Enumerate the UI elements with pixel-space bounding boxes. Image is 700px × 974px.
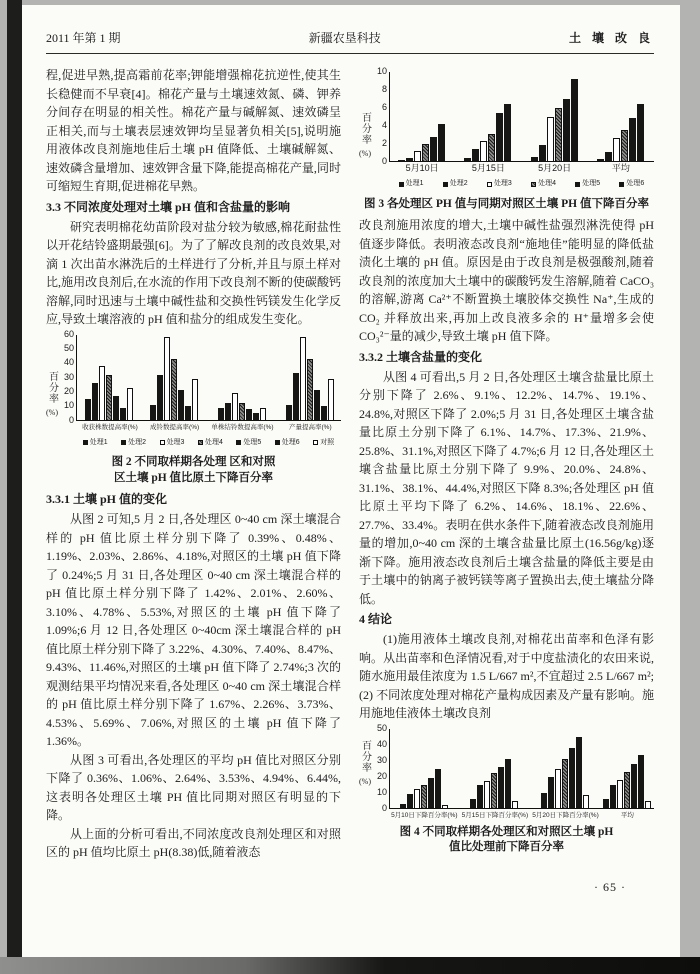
legend-swatch — [83, 440, 88, 445]
bar-处理4 — [621, 130, 628, 162]
figure-3-bar-chart: 百分率 (%) 0 2 4 6 8 10 5月10日 5月15日 5月20日 平均 处理1 处理2 处理3 处理4 处理5 处理6 — [359, 72, 654, 194]
bar-处理4 — [488, 134, 495, 162]
header-section-title: 土 壤 改 良 — [568, 31, 654, 45]
bar-对照 — [192, 379, 198, 421]
figure-3-caption: 图 3 各处理区 PH 值与同期对照区土壤 PH 值下降百分率 — [364, 197, 649, 210]
x-axis-label: 平均 — [611, 163, 630, 173]
plot-area — [389, 729, 654, 822]
bar-处理4 — [307, 359, 313, 421]
bar-处理4 — [562, 759, 568, 809]
bar-处理5 — [563, 99, 570, 162]
x-axis-label: 成铃数提高率(%) — [150, 423, 200, 431]
legend-item: 处理6 — [275, 434, 300, 453]
legend-swatch — [443, 182, 448, 187]
legend-item: 处理3 — [160, 434, 185, 453]
legend-swatch — [121, 440, 126, 445]
y-axis-label: 百分率 — [359, 112, 371, 145]
paragraph-3-3-1: 从图 2 可知,5 月 2 日,各处理区 0~40 cm 深土壤混合样的 pH 值比原土样分别下降了 0.39%、0.48%、1.19%、2.03%、2.86%、4.18%,对照区的土壤 pH 值下降了 0.24%;5 月 31 日,各处理区 0~40 cm 深土壤混合样的 pH 值比原土样分别下降了 1.42%、2.01%、2.60%、3.10%、4.78%、5.53%,对照区的土壤 pH 值下降了 1.09%;6 月 12 日,各处理区 0~40cm 深土壤混合样的 pH 值比原土样分别下降了 3.22%、4.30%、7.40%、8.47%、9.43%、11.46%,对照区的土壤 pH 值下降了 2.74%;3 次的观测结果平均情况来看,各处理区 0~40 cm 深土壤混合样的 pH 值比原土样分别下降了 1.67%、2.26%、3.73%、4.53%、5.69%、7.06%,对照区的土壤 pH 值下降了 1.36%。 — [46, 512, 341, 748]
legend-item: 处理5 — [236, 434, 261, 453]
bar-处理4 — [555, 108, 562, 162]
bar-处理3 — [414, 789, 420, 809]
x-axis-label: 5月10日下降百分率(%) — [391, 811, 458, 819]
bar-处理3 — [164, 337, 170, 420]
chart-legend — [59, 434, 341, 453]
bar-group — [597, 72, 645, 175]
plot-area — [389, 72, 654, 175]
legend-item: 对照 — [313, 434, 334, 453]
bar-处理5 — [629, 118, 636, 162]
figure-4-caption-line1: 图 4 不同取样期各处理区和对照区土壤 pH — [399, 825, 614, 838]
figure-2-caption-line1: 图 2 不同取样期各处理 区和对照 — [111, 456, 276, 468]
bar-处理4 — [239, 403, 245, 420]
header-issue: 2011 年第 1 期 — [46, 31, 121, 45]
page-number: · 65 · — [594, 879, 626, 894]
left-column — [46, 66, 341, 896]
bar-处理6 — [571, 79, 578, 162]
bar-处理1 — [286, 405, 292, 421]
bar-处理2 — [293, 373, 299, 420]
x-axis-label: 5月20日 — [538, 163, 572, 173]
legend-item: 处理3 — [487, 175, 512, 194]
bar-group — [464, 72, 512, 175]
figure-2-bar-chart: 百分率 (%) 0 10 20 30 40 50 60 收获株数提高率(%) 成铃数提高率(%) 单株结铃数提高率(%) 产量提高率(%) 处理1 处理2 处理3 处理4 处理5 处理6 对照 — [46, 335, 341, 453]
bar-处理3 — [484, 781, 490, 809]
legend-swatch — [198, 440, 203, 445]
bar-处理6 — [435, 769, 441, 809]
bar-处理2 — [610, 785, 616, 808]
bar-处理1 — [150, 405, 156, 421]
legend-item: 处理1 — [83, 434, 108, 453]
bar-处理5 — [178, 390, 184, 420]
y-axis-label: 百分率 — [359, 740, 371, 773]
bar-处理3 — [99, 366, 105, 420]
legend-swatch — [313, 440, 318, 445]
paragraph-conclusion: (1)施用液体土壤改良剂,对棉花出苗率和色泽有影响。从出苗率和色泽情况看,对于中度盐渍化的农田来说,随水施用最佳浓度为 1.5 L/667 m²,不宜超过 2.5 L/667 m²;(2) 不同浓度处理对棉花产量构成因素及产量有影响。施用施地佳液体土壤改良剂 — [359, 632, 654, 720]
bar-处理5 — [113, 396, 119, 420]
legend-swatch — [575, 182, 580, 187]
paragraph-analysis: 从上面的分析可看出,不同浓度改良剂处理区和对照区的 pH 值均比原土 pH(8.38)低,随着液态 — [46, 826, 341, 859]
bar-处理5 — [430, 137, 437, 162]
bar-处理1 — [541, 793, 547, 809]
bar-处理2 — [477, 785, 483, 809]
bar-处理3 — [547, 117, 554, 162]
bar-处理5 — [314, 390, 320, 420]
x-axis-label: 5月15日下降百分率(%) — [461, 811, 529, 819]
figure-2-caption-line2: 区土壤 pH 值比原土下降百分率 — [113, 471, 274, 484]
legend-swatch — [619, 182, 624, 187]
bar-处理2 — [225, 403, 231, 420]
x-axis-label: 平均 — [620, 811, 634, 819]
bar-处理3 — [613, 138, 620, 162]
legend-swatch — [160, 440, 165, 445]
legend-swatch — [487, 182, 492, 187]
bar-处理2 — [92, 383, 98, 420]
bar-处理4 — [624, 772, 630, 808]
legend-swatch — [275, 440, 280, 445]
paragraph-3-3-2: 从图 4 可看出,5 月 2 日,各处理区土壤含盐量比原土分别下降了 2.6%、9.1%、12.2%、14.7%、19.1%、24.8%,对照区下降了 2.0%;5 月 31 日,各处理区土壤含盐量比原土分别下降了 6.1%、14.7%、17.3%、21.9%、25.8%、31.1%,对照区下降了 4.7%;6 月 12 日,各处理区土壤含盐量比原土分别下降了 9.9%、20.0%、24.8%、31.1%、38.1%、44.4%,对照区下降 8.3%;各处理区 pH 值比原土平均下降了 6.2%、14.6%、18.1%、22.6%、27.7%、33.4%。表明在供水条件下,随着液态改良剂施用量的增加,0~40 cm 深的土壤含盐量比原土(16.56g/kg)逐渐下降。施用液态改良剂后土壤含盐量的降低主要是由于土壤中的钠离子被钙镁等离子置换出去,使土壤盐分降低。 — [359, 369, 654, 606]
y-axis-label: 百分率 — [46, 370, 58, 404]
bar-处理6 — [504, 104, 511, 163]
bar-处理3 — [232, 393, 238, 420]
bar-处理5 — [496, 113, 503, 163]
y-axis: 0 2 4 6 8 10 — [376, 66, 387, 166]
plot-area — [76, 335, 341, 434]
x-axis-label: 5月15日 — [471, 163, 505, 173]
bar-处理6 — [505, 759, 511, 809]
legend-item: 处理4 — [198, 434, 223, 453]
section-heading-3-3-1: 3.3.1 土壤 pH 值的变化 — [46, 492, 168, 506]
bar-处理3 — [480, 141, 487, 162]
bar-处理2 — [157, 375, 163, 421]
figure-4-bar-chart: 百分率 (%) 0 10 20 30 40 50 5月10日下降百分率(%) 5月15日下降百分率(%) 5月20日下降百分率(%) 平均 — [359, 729, 654, 822]
paragraph-figure3-discussion: 从图 3 可看出,各处理区的平均 pH 值比对照区分别下降了 0.36%、1.06%、2.64%、3.53%、4.94%、6.44%,这表明各处理区土壤 PH 值比同期对照区有明显的下降。 — [46, 752, 341, 822]
section-heading-3-3-2: 3.3.2 土壤含盐量的变化 — [359, 349, 483, 364]
y-axis: 0 10 20 30 40 50 60 — [63, 328, 74, 425]
bar-对照 — [328, 379, 334, 421]
bar-处理3 — [555, 769, 561, 809]
scan-edge-bottom — [0, 957, 700, 974]
bar-处理5 — [498, 767, 504, 808]
bar-处理4 — [106, 375, 112, 421]
paper-page — [22, 5, 680, 957]
bar-处理5 — [569, 748, 575, 809]
figure-4-caption — [359, 825, 654, 856]
x-axis-label: 产量提高率(%) — [289, 423, 332, 431]
bar-处理6 — [637, 104, 644, 162]
section-heading-3-3: 3.3 不同浓度处理对土壤 pH 值和含盐量的影响 — [46, 199, 291, 214]
legend-swatch — [399, 182, 404, 187]
bar-对照 — [127, 388, 133, 421]
header-rule — [46, 53, 654, 54]
bar-对照 — [583, 795, 589, 808]
bar-处理3 — [617, 780, 623, 809]
section-heading-4: 4 结论 — [359, 612, 393, 626]
bar-处理6 — [638, 755, 644, 808]
x-axis-label: 5月20日下降百分率(%) — [532, 811, 599, 819]
figure-4-caption-line2: 值比处理前下降百分率 — [449, 841, 564, 853]
x-axis-label: 单株结铃数提高率(%) — [211, 423, 274, 431]
bar-处理4 — [171, 359, 177, 421]
scan-edge-left — [7, 0, 22, 960]
legend-swatch — [236, 440, 241, 445]
legend-item: 处理2 — [121, 434, 146, 453]
paragraph-continuation: 程,促进早熟,提高霜前花率;钾能增强棉花抗逆性,使其生长稳健而不早衰[4]。棉花产量与土壤速效氮、磷、钾养分间存在明显的相关性。棉花产量与碱解氮、速效磷呈正相关,而与土壤表层速效钾均呈显著负相关[5],说明施用液体改良剂施地佳后土壤 pH 值降低、土壤碱解氮、速效磷含量增加、速效钾含量下降,能提高棉花产量,同时可缩短生育期,促进棉花早熟。 — [46, 68, 341, 193]
bar-处理2 — [548, 777, 554, 809]
bar-处理4 — [491, 773, 497, 808]
figure-2-caption — [46, 455, 341, 486]
header-journal-title: 新疆农垦科技 — [308, 31, 381, 45]
legend-item: 处理5 — [575, 175, 600, 194]
bar-group — [398, 72, 446, 175]
bar-处理2 — [539, 145, 546, 162]
bar-处理2 — [407, 794, 413, 809]
bar-处理6 — [576, 737, 582, 808]
bar-处理1 — [85, 399, 91, 421]
bar-处理6 — [438, 124, 445, 162]
bar-处理5 — [428, 778, 434, 809]
x-axis-label: 收获株数提高率(%) — [82, 423, 138, 431]
legend-item: 处理4 — [531, 175, 556, 194]
right-column — [359, 66, 654, 896]
legend-item: 处理6 — [619, 175, 644, 194]
legend-item: 处理2 — [443, 175, 468, 194]
two-column-body — [46, 66, 654, 896]
legend-swatch — [531, 182, 536, 187]
bar-处理6 — [185, 406, 191, 420]
bar-处理4 — [422, 144, 429, 162]
legend-item: 处理1 — [399, 175, 424, 194]
bar-处理4 — [421, 785, 427, 809]
page-header — [46, 29, 654, 46]
bar-处理6 — [321, 406, 327, 420]
paragraph-3-3: 研究表明棉花幼苗阶段对盐分较为敏感,棉花耐盐性以开花结铃盛期最强[6]。为了了解改良剂的改良效果,对滴 1 次出苗水淋洗后的土样进行了分析,并且与原土样对比,施用改良剂后,在水流的作用下改良剂不断的使碳酸钙溶解,同时迅速与土壤中碱性盐和交换性钙镁发生化学反应,导致土壤溶液的 pH 值和盐分的组成发生变化。 — [46, 219, 341, 326]
chart-legend — [372, 175, 654, 194]
y-axis: 0 10 20 30 40 50 — [376, 722, 387, 813]
x-axis-label: 5月10日 — [405, 163, 439, 173]
bar-group — [531, 72, 579, 175]
bar-处理5 — [631, 764, 637, 808]
bar-处理3 — [300, 337, 306, 420]
paragraph-continuation-right: 改良剂施用浓度的增大,土壤中碱性盐强烈淋洗使得 pH 值逐步降低。表明液态改良剂“施地佳”能明显的降低盐渍化土壤的 pH 值。原因是由于改良剂是极强酸剂,随着改良剂的浓度加大土壤中的碳酸钙发生溶解,随着 CaCO₃ 的溶解,游离 Ca²⁺不断置换土壤胶体交换性 Na⁺,生成的 CO₂ 并释放出来,再加上改良液多余的 H⁺量增多会使 CO₃²⁻量的减少,导致土壤 pH 值下降。 — [359, 218, 654, 343]
